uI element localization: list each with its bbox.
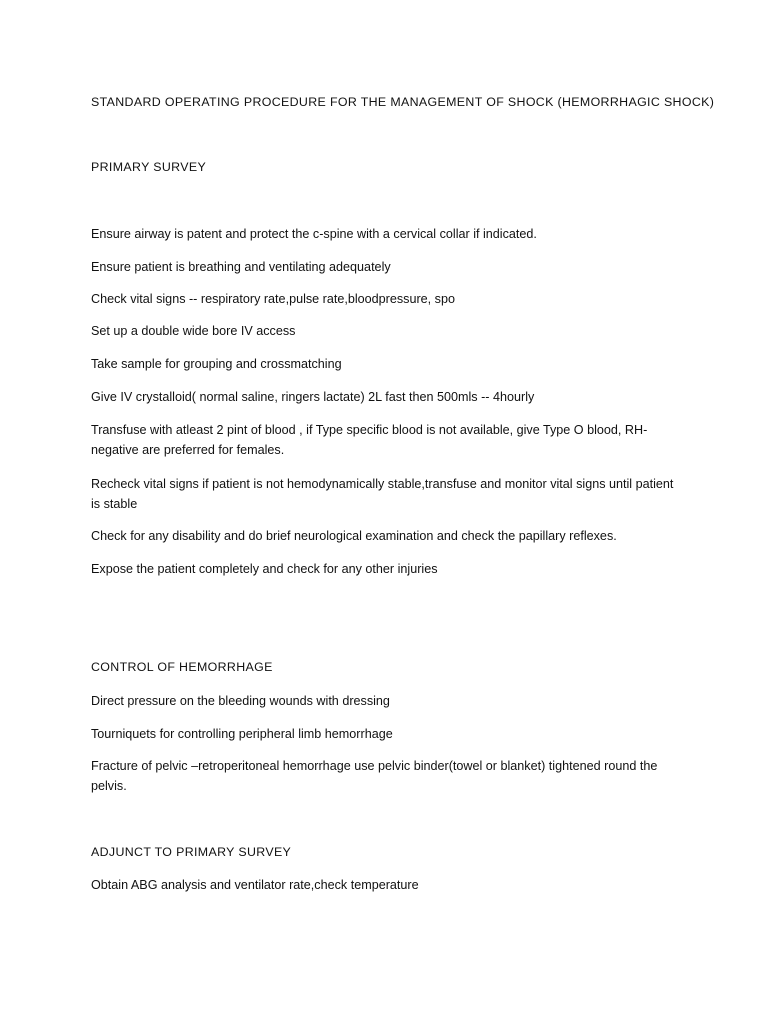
control-item: Tourniquets for controlling peripheral limb hemorrhage — [91, 727, 393, 741]
adjunct-item: Obtain ABG analysis and ventilator rate,check temperature — [91, 878, 419, 892]
primary-survey-item: Set up a double wide bore IV access — [91, 324, 296, 338]
control-item: Fracture of pelvic –retroperitoneal hemorrhage use pelvic binder(towel or blanket) tightened round the pelvis. — [91, 759, 658, 793]
primary-survey-item: Give IV crystalloid( normal saline, ringers lactate) 2L fast then 500mls -- 4hourly — [91, 390, 535, 404]
primary-survey-item: Transfuse with atleast 2 pint of blood , if Type specific blood is not available, give Type O blood, RH-negative are preferred for females. — [91, 423, 648, 457]
adjunct-heading: ADJUNCT TO PRIMARY SURVEY — [91, 845, 292, 859]
primary-survey-item: Ensure patient is breathing and ventilating adequately — [91, 260, 391, 274]
control-item: Direct pressure on the bleeding wounds with dressing — [91, 694, 390, 708]
primary-survey-heading: PRIMARY SURVEY — [91, 160, 207, 174]
primary-survey-item: Expose the patient completely and check for any other injuries — [91, 562, 438, 576]
control-hemorrhage-heading: CONTROL OF HEMORRHAGE — [91, 660, 273, 674]
document-title: STANDARD OPERATING PROCEDURE FOR THE MANAGEMENT OF SHOCK (HEMORRHAGIC SHOCK) — [91, 95, 715, 109]
primary-survey-item: Ensure airway is patent and protect the c-spine with a cervical collar if indicated. — [91, 227, 537, 241]
primary-survey-item: Take sample for grouping and crossmatching — [91, 357, 342, 371]
primary-survey-item: Recheck vital signs if patient is not hemodynamically stable,transfuse and monitor vital signs until patient is stable — [91, 477, 674, 511]
primary-survey-item: Check vital signs -- respiratory rate,pulse rate,bloodpressure, spo — [91, 292, 455, 306]
primary-survey-item: Check for any disability and do brief neurological examination and check the papillary reflexes. — [91, 529, 617, 543]
